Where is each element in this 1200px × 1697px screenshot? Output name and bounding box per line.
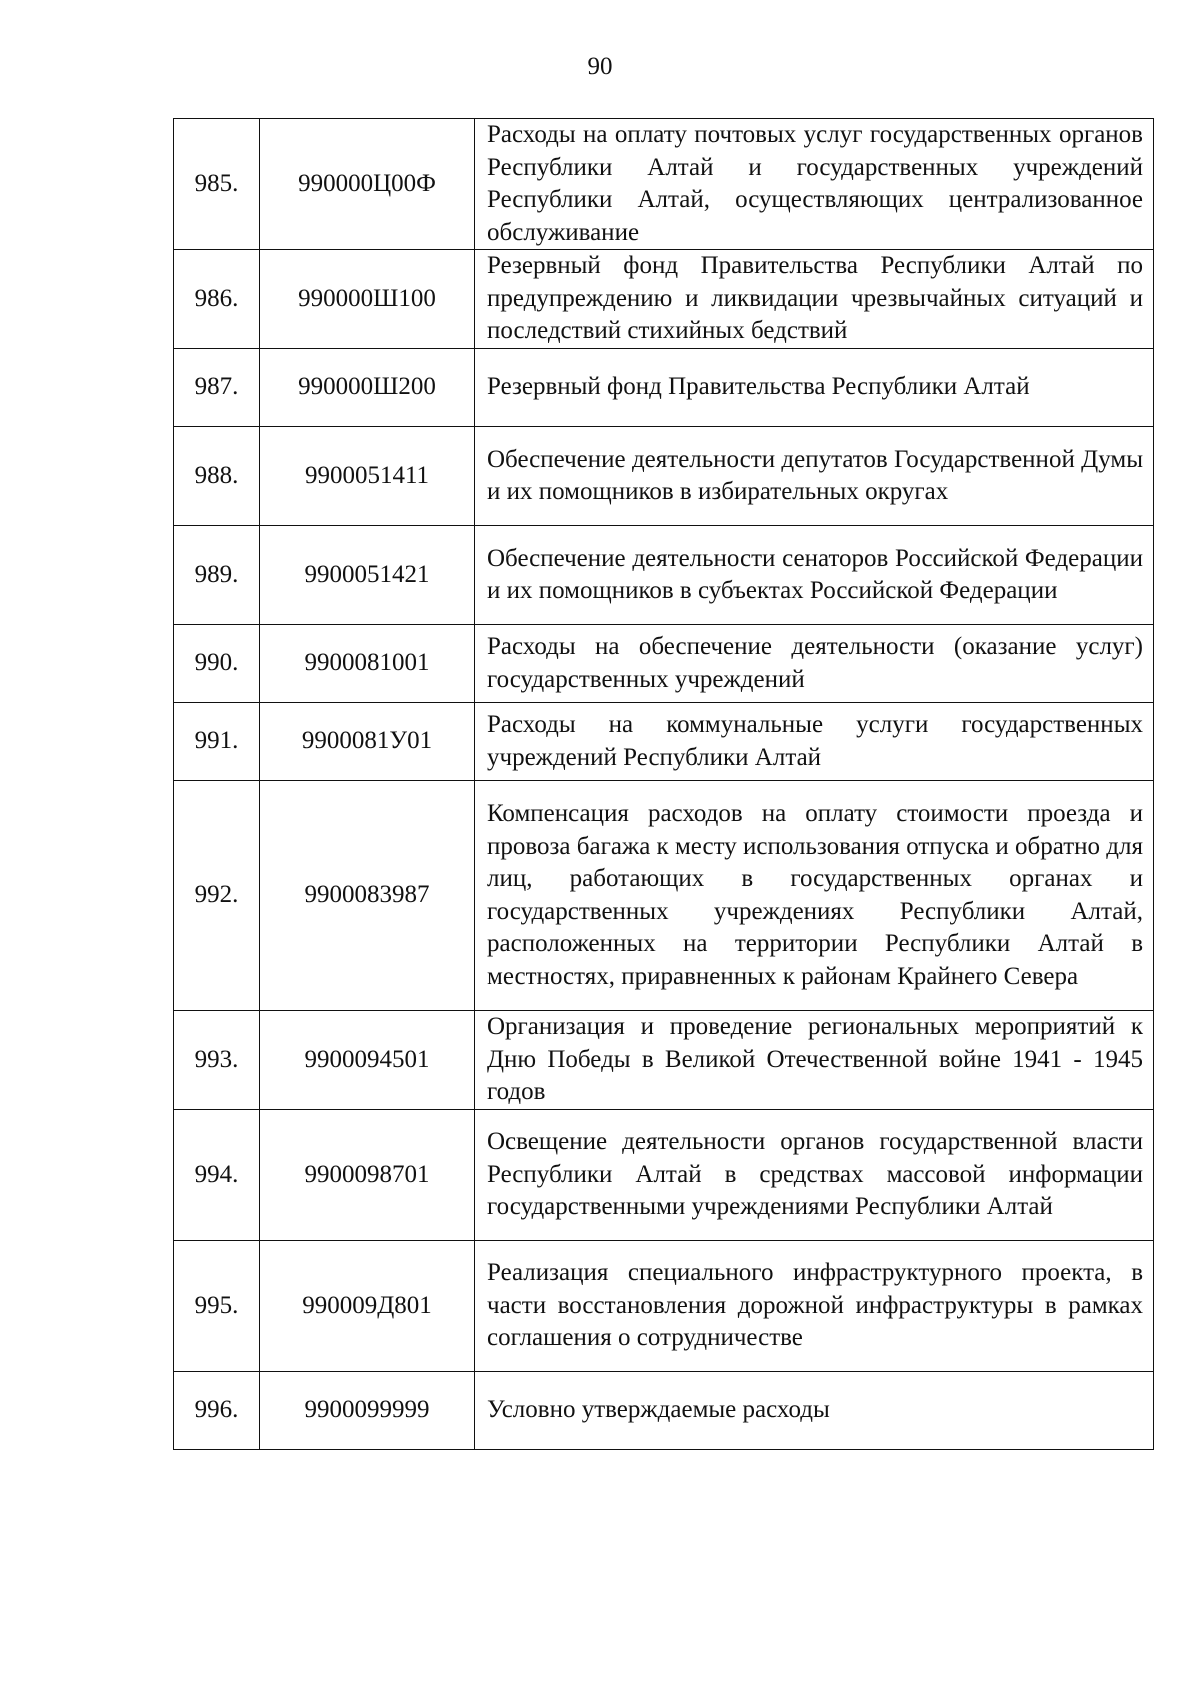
row-description: Реализация специального инфраструктурного проекта, в части восстановления дорожной инфраструктуры в рамках соглашения о сотрудничестве (475, 1241, 1154, 1372)
row-description: Расходы на оплату почтовых услуг государственных органов Республики Алтай и государственных учреждений Республики Алтай, осуществляющих централизованное обслуживание (475, 119, 1154, 250)
row-number: 995. (174, 1241, 260, 1372)
row-code: 9900098701 (260, 1110, 475, 1241)
row-number: 994. (174, 1110, 260, 1241)
row-code: 9900099999 (260, 1372, 475, 1450)
table-row (174, 625, 1154, 703)
row-code: 9900083987 (260, 781, 475, 1011)
row-number: 988. (174, 427, 260, 526)
row-number: 987. (174, 349, 260, 427)
table-row (174, 427, 1154, 526)
row-code: 9900081001 (260, 625, 475, 703)
row-description: Резервный фонд Правительства Республики Алтай по предупреждению и ликвидации чрезвычайных ситуаций и последствий стихийных бедствий (475, 250, 1154, 349)
row-number: 990. (174, 625, 260, 703)
row-description: Организация и проведение региональных мероприятий к Дню Победы в Великой Отечественной войне 1941 - 1945 годов (475, 1011, 1154, 1110)
row-code: 9900051421 (260, 526, 475, 625)
row-code: 990009Д801 (260, 1241, 475, 1372)
row-code: 9900081У01 (260, 703, 475, 781)
row-code: 990000Ц00Ф (260, 119, 475, 250)
expenditure-code-table (173, 118, 1154, 1450)
row-number: 996. (174, 1372, 260, 1450)
row-description: Резервный фонд Правительства Республики Алтай (475, 349, 1154, 427)
row-description: Компенсация расходов на оплату стоимости проезда и провоза багажа к месту использования отпуска и обратно для лиц, работающих в государственных органах и государственных учреждениях Республики Алтай, расположенных на территории Республики Алтай в местностях, приравненных к районам Крайнего Севера (475, 781, 1154, 1011)
table-row (174, 526, 1154, 625)
row-code: 9900051411 (260, 427, 475, 526)
row-number: 992. (174, 781, 260, 1011)
table-row (174, 703, 1154, 781)
row-number: 993. (174, 1011, 260, 1110)
row-number: 991. (174, 703, 260, 781)
row-description: Обеспечение деятельности депутатов Государственной Думы и их помощников в избирательных округах (475, 427, 1154, 526)
table-row (174, 349, 1154, 427)
row-description: Обеспечение деятельности сенаторов Российской Федерации и их помощников в субъектах Российской Федерации (475, 526, 1154, 625)
table-row (174, 1372, 1154, 1450)
page-number: 90 (587, 53, 613, 80)
table-row (174, 1110, 1154, 1241)
row-code: 990000Ш100 (260, 250, 475, 349)
table-row (174, 781, 1154, 1011)
row-code: 990000Ш200 (260, 349, 475, 427)
row-description: Освещение деятельности органов государственной власти Республики Алтай в средствах массовой информации государственными учреждениями Республики Алтай (475, 1110, 1154, 1241)
row-description: Условно утверждаемые расходы (475, 1372, 1154, 1450)
row-code: 9900094501 (260, 1011, 475, 1110)
row-description: Расходы на коммунальные услуги государственных учреждений Республики Алтай (475, 703, 1154, 781)
row-number: 989. (174, 526, 260, 625)
row-number: 986. (174, 250, 260, 349)
table-row (174, 119, 1154, 250)
table-row (174, 1241, 1154, 1372)
table-row (174, 250, 1154, 349)
row-description: Расходы на обеспечение деятельности (оказание услуг) государственных учреждений (475, 625, 1154, 703)
table-row (174, 1011, 1154, 1110)
row-number: 985. (174, 119, 260, 250)
